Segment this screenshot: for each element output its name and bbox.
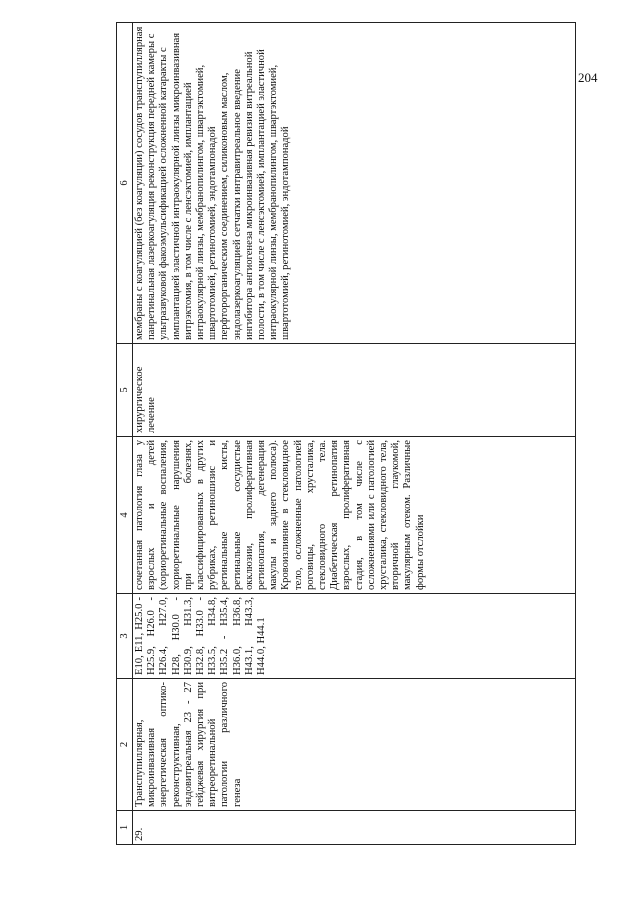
treatment-type-cell: хирургическое лечение: [133, 344, 576, 437]
row-number-cell: 29.: [133, 811, 576, 845]
treatment-method-cell: мембраны с коагуляцией (без коагуляции) сосудов транспупиллярная панретинальная лазеркоагуляция реконструкция передней камеры с ультразвуковой факоэмульсификацией осложненной катаракты с имплантацией эластичной интраокулярной линзы микроинвазивная витрэктомия, в том числе с ленсэктомией, имплантацией интраокулярной линзы, мембранопилингом, швартэктомией, швартотомией, ретинотомией, эндотампонадой перфторорганическим соединением, силиконовым маслом, эндолазеркоагуляцией сетчатки интравитреальное введение ингибитора ангиогенеза микроинвазивная ревизия витреальной полости, в том числе с ленсэктомией, имплантацией эластичной интраокулярной линзы, мембранопилингом, швартэктомией, швартотомией, ретинотомией, эндотампонадой: [133, 23, 576, 344]
procedure-name-cell: Транспупиллярная, микроинвазивная энергетическая оптико-реконструктивная, эндовитреальная 23 - 27 гейджевая хирургия при витреоретинальной патологии различного генеза: [133, 679, 576, 811]
rotated-table-sheet: [116, 26, 576, 845]
page-number: 204: [578, 70, 598, 85]
table-row: [133, 23, 576, 845]
col-header-4: 4: [117, 437, 133, 594]
procedures-table: [116, 22, 576, 845]
col-header-5: 5: [117, 344, 133, 437]
col-header-1: 1: [117, 811, 133, 845]
icd-codes-cell: E10, E11, H25.0 - H25.9, H26.0 - H26.4, H27.0, H28, H30.0 - H30.9, H31.3, H32.8, H33.0 - H33.5, H34.8, H35.2 - H35.4, H36.0, H36.8, H43.1, H43.3, H44.0, H44.1: [133, 594, 576, 679]
column-number-header-row: [117, 23, 133, 845]
col-header-2: 2: [117, 679, 133, 811]
col-header-6: 6: [117, 23, 133, 344]
diagnosis-cell: сочетанная патология глаза у взрослых и детей (хориоретинальные воспаления, хориоретинальные нарушения при болезнях, классифицированных в других рубриках, ретиношизис и ретинальные кисты, ретинальные сосудистые окклюзии, пролиферативная ретинопатия, дегенерация макулы и заднего полюса). Кровоизлияние в стекловидное тело, осложненные патологией роговицы, хрусталика, стекловидного тела. Диабетическая ретинопатия взрослых, пролиферативная стадия, в том числе с осложнениями или с патологией хрусталика, стекловидного тела, вторичной глаукомой, макулярным отеком. Различные формы отслойки: [133, 437, 576, 594]
col-header-3: 3: [117, 594, 133, 679]
